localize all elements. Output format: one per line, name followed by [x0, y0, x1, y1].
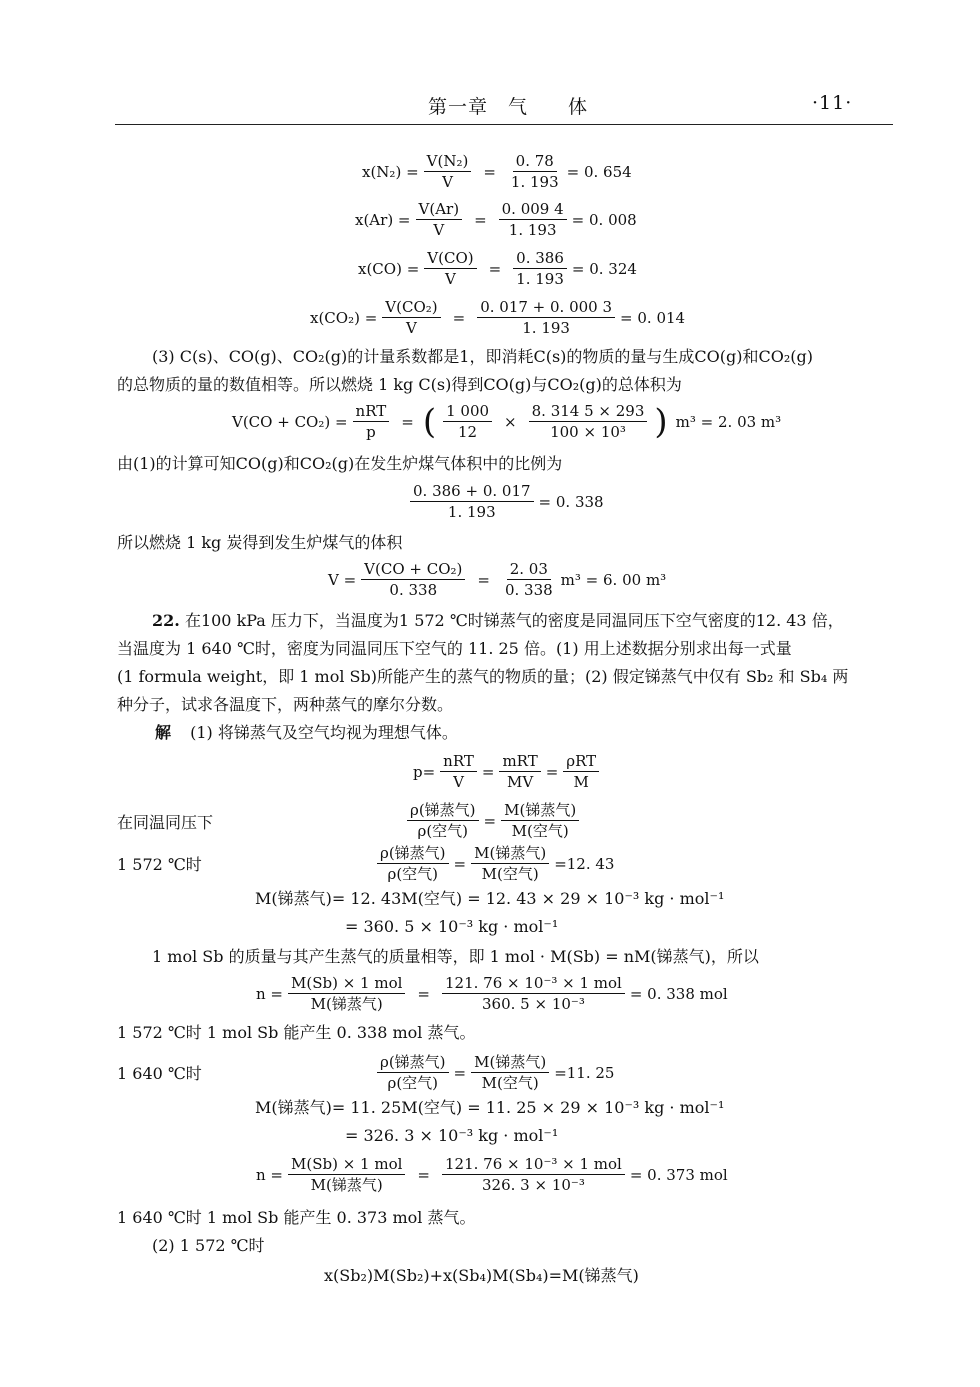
- eq-result: = 0. 654: [566, 162, 632, 181]
- part2-label: (2) 1 572 ℃时: [152, 1236, 265, 1255]
- header-rule: [115, 124, 893, 125]
- equation-ratio: $\frac{0. 386 + 0. 017}{1. 193}$ = 0. 338: [405, 482, 604, 521]
- eq-lhs: x(N₂) =: [362, 162, 419, 181]
- question-22-line: (1 formula weight，即 1 mol Sb)所能产生的蒸气的物质的量；(2) 假定锑蒸气中仅有 Sb₂ 和 Sb₄ 两: [117, 667, 849, 686]
- equation-x-co2: x(CO₂) = $\frac{\text{V(CO₂)}}{V}$ = $\frac{0. 017 + 0. 000 3}{1. 193}$ = 0. 014: [310, 298, 686, 337]
- question-22-line: 种分子，试求各温度下，两种蒸气的摩尔分数。: [117, 695, 454, 714]
- solution-label: 解: [155, 723, 172, 742]
- solution-line: 解 (1) 将锑蒸气及空气均视为理想气体。: [155, 723, 458, 742]
- equation-m1640: M(锑蒸气)= 11. 25M(空气) = 11. 25 × 29 × 10⁻³ kg · mol⁻¹: [255, 1098, 725, 1117]
- equation-m1640-result: = 326. 3 × 10⁻³ kg · mol⁻¹: [345, 1126, 559, 1145]
- paragraph-line: 的总物质的量的数值相等。所以燃烧 1 kg C(s)得到CO(g)与CO₂(g)的总体积为: [117, 375, 682, 394]
- label-t1572: 1 572 ℃时: [117, 855, 202, 874]
- question-22-line: 当温度为 1 640 ℃时，密度为同温同压下空气的 11. 25 倍。(1) 用上述数据分别求出每一式量: [117, 639, 792, 658]
- question-number: 22.: [152, 611, 180, 630]
- equation-m1572-result: = 360. 5 × 10⁻³ kg · mol⁻¹: [345, 917, 559, 936]
- equation-t1572: $\frac{\text{ρ(锑蒸气)}}{\text{ρ(空气)}}$ = $\frac{\text{M(锑蒸气)}}{\text{M(空气)}}$ =12. 43: [372, 844, 614, 883]
- equation-same-tp: $\frac{\text{ρ(锑蒸气)}}{\text{ρ(空气)}}$ = $\frac{\text{M(锑蒸气)}}{\text{M(空气)}}$: [402, 801, 584, 840]
- equation-mole-fraction: x(Sb₂)M(Sb₂)+x(Sb₄)M(Sb₄)=M(锑蒸气): [324, 1266, 639, 1285]
- fraction: $\frac{0. 78}{1. 193}$: [510, 152, 559, 191]
- paragraph-line: 所以燃烧 1 kg 炭得到发生炉煤气的体积: [117, 533, 403, 552]
- paragraph-line: 由(1)的计算可知CO(g)和CO₂(g)在发生炉煤气体积中的比例为: [117, 454, 563, 473]
- equation-v-sum: V(CO + CO₂) = $\frac{\text{nRT}}{p}$ = ( $\frac{1 000}{12}$ × $\frac{8. 314 5 \times 293}{\text{100 × 10³}}$ ) m³ = 2. 03 m³: [232, 401, 782, 442]
- question-22-line: 22. 在100 kPa 压力下，当温度为1 572 ℃时锑蒸气的密度是同温同压下空气密度的12. 43 倍，: [152, 611, 844, 630]
- equation-n1572: n = $\frac{\text{M(Sb) × 1 mol}}{\text{M(锑蒸气)}}$ = $\frac{\text{121. 76 × 10⁻³ × 1 mol}}{\text{360. 5 × 10⁻³}}$ = 0. 338 mol: [256, 974, 728, 1013]
- paragraph-line: 1 mol Sb 的质量与其产生蒸气的质量相等，即 1 mol · M(Sb) = nM(锑蒸气)，所以: [152, 947, 759, 966]
- equation-ideal-gas: p= $\frac{\text{nRT}}{V}$ = $\frac{\text{mRT}}{MV}$ = $\frac{\text{ρRT}}{M}$: [413, 752, 604, 791]
- result-line: 1 572 ℃时 1 mol Sb 能产生 0. 338 mol 蒸气。: [117, 1023, 476, 1042]
- equation-x-n2: x(N₂) = $\frac{\text{V(N₂)}}{V}$ = $\frac{0. 78}{1. 193}$ = 0. 654: [362, 152, 632, 191]
- result-line: 1 640 ℃时 1 mol Sb 能产生 0. 373 mol 蒸气。: [117, 1208, 476, 1227]
- label-t1640: 1 640 ℃时: [117, 1064, 202, 1083]
- equation-x-ar: x(Ar) = $\frac{V(Ar)}{V}$ = $\frac{0. 009 4}{1. 193}$ = 0. 008: [355, 200, 637, 239]
- chapter-title: 第一章 气 体: [428, 96, 589, 118]
- label-same-tp: 在同温同压下: [117, 813, 214, 832]
- paragraph-line: (3) C(s)、CO(g)、CO₂(g)的计量系数都是1，即消耗C(s)的物质的量与生成CO(g)和CO₂(g): [152, 347, 813, 366]
- equation-x-co: x(CO) = $\frac{V(CO)}{V}$ = $\frac{0. 386}{1. 193}$ = 0. 324: [358, 249, 637, 288]
- equation-n1640: n = $\frac{\text{M(Sb) × 1 mol}}{\text{M(锑蒸气)}}$ = $\frac{\text{121. 76 × 10⁻³ × 1 mol}}{\text{326. 3 × 10⁻³}}$ = 0. 373 mol: [256, 1155, 728, 1194]
- equation-m1572: M(锑蒸气)= 12. 43M(空气) = 12. 43 × 29 × 10⁻³ kg · mol⁻¹: [255, 889, 725, 908]
- page-number: ·11·: [812, 92, 853, 114]
- equation-t1640: $\frac{\text{ρ(锑蒸气)}}{\text{ρ(空气)}}$ = $\frac{\text{M(锑蒸气)}}{\text{M(空气)}}$ =11. 25: [372, 1053, 614, 1092]
- fraction: $\frac{\text{V(N₂)}}{V}$: [424, 152, 472, 191]
- equation-volume: V = $\frac{\text{V(CO + CO₂)}}{0. 338}$ = $\frac{2. 03}{0. 338}$ m³ = 6. 00 m³: [328, 560, 667, 599]
